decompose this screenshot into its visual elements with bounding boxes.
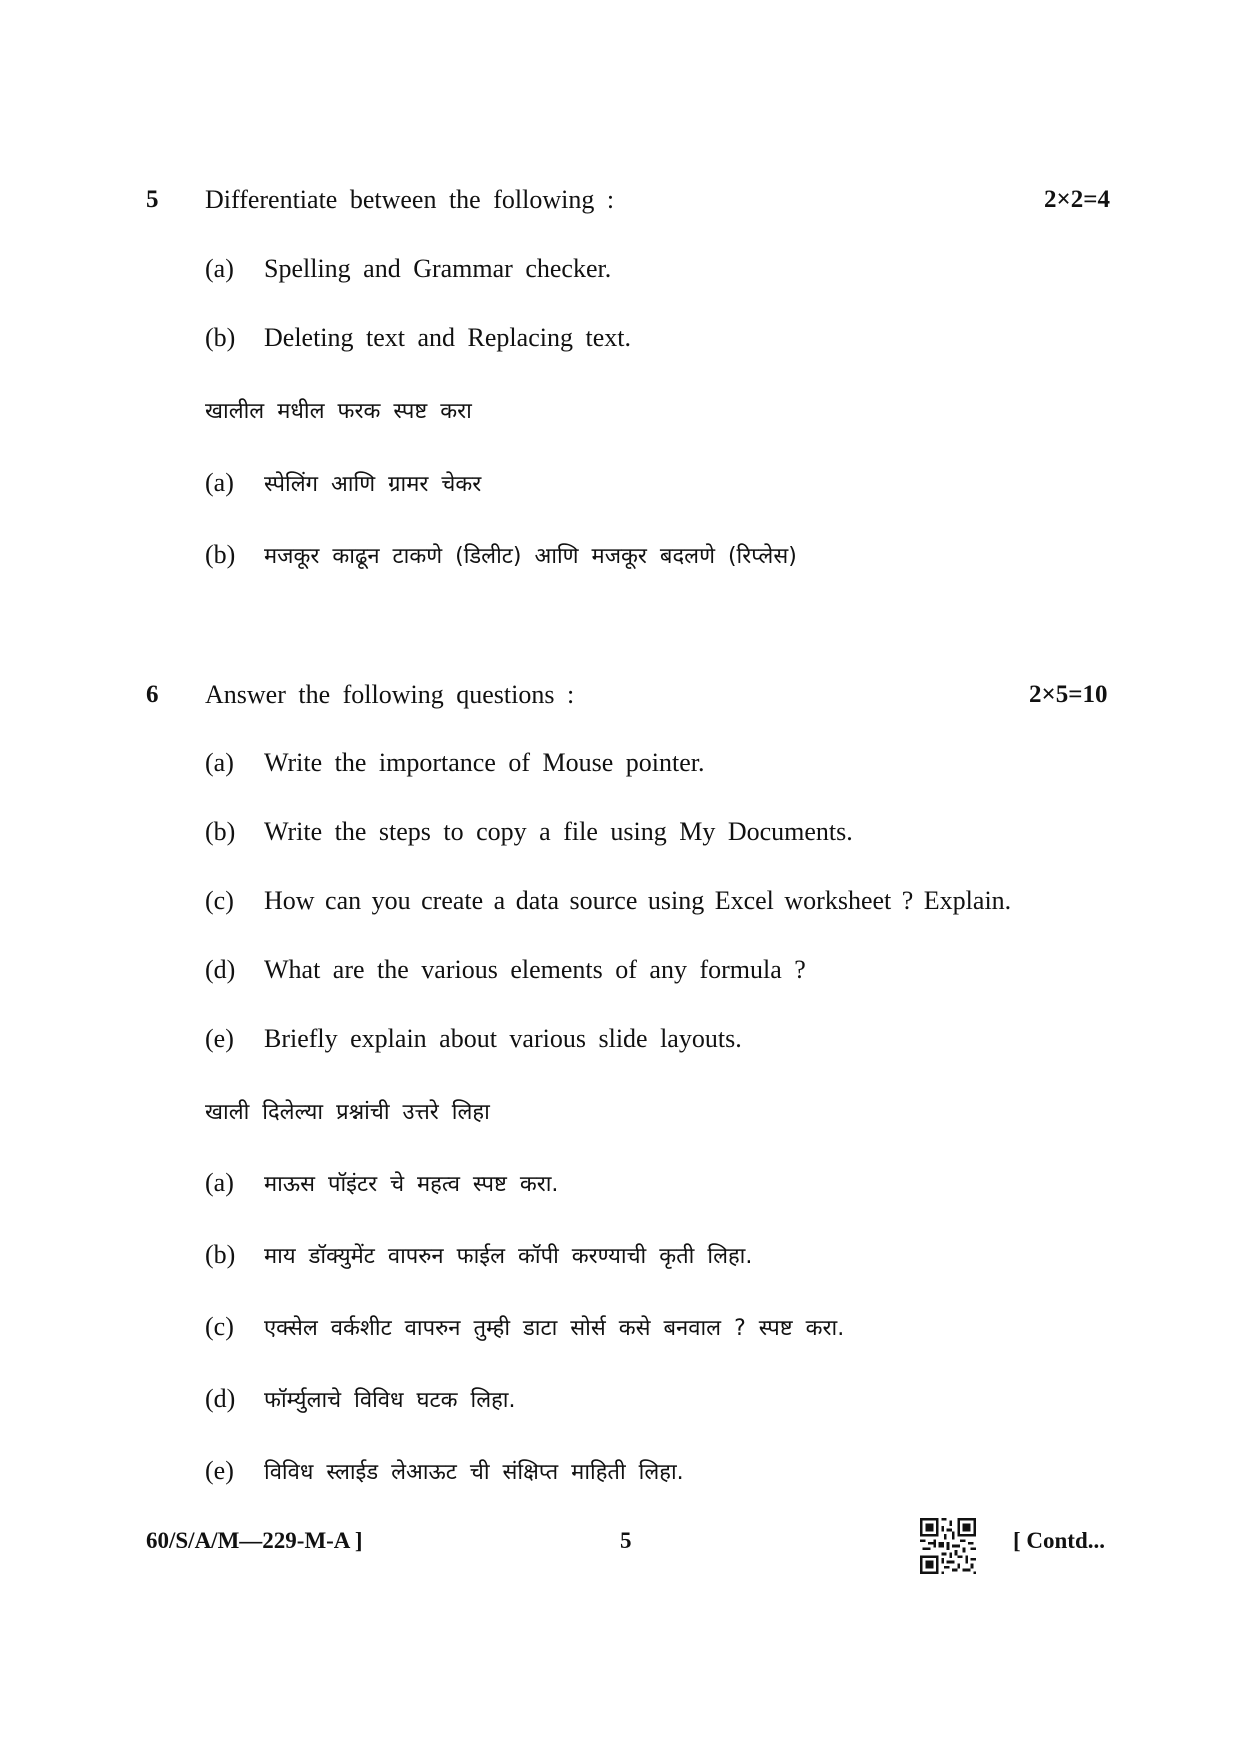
item-text: Briefly explain about various slide layouts.: [264, 1024, 742, 1053]
item-label: (b): [205, 1240, 236, 1269]
marathi-item-text: मजकूर काढून टाकणे (डिलीट) आणि मजकूर बदलणे (रिप्लेस): [264, 544, 797, 569]
item-label: (b): [205, 817, 236, 846]
item-text: How can you create a data source using Excel worksheet ? Explain.: [264, 886, 1012, 915]
item-text: Deleting text and Replacing text.: [264, 323, 631, 352]
item-text: Spelling and Grammar checker.: [264, 254, 612, 283]
marathi-prompt: खालील मधील फरक स्पष्ट करा: [205, 399, 472, 424]
question-number: 5: [146, 186, 159, 213]
item-label: (c): [205, 1312, 234, 1341]
item-text: Write the importance of Mouse pointer.: [264, 748, 705, 777]
marks-label: 2×2=4: [1044, 186, 1110, 213]
item-text: Write the steps to copy a file using My Documents.: [264, 817, 853, 846]
item-text: What are the various elements of any formula ?: [264, 955, 806, 984]
question-number: 6: [146, 681, 159, 708]
marathi-item-text: माय डॉक्युमेंट वापरुन फाईल कॉपी करण्याची कृती लिहा.: [264, 1244, 753, 1269]
marks-label: 2×5=10: [1029, 681, 1108, 708]
item-label: (b): [205, 323, 236, 352]
marathi-item-text: विविध स्लाईड लेआऊट ची संक्षिप्त माहिती लिहा.: [264, 1460, 684, 1485]
marathi-item-text: स्पेलिंग आणि ग्रामर चेकर: [264, 472, 482, 497]
paper-code: 60/S/A/M—229-M-A ]: [146, 1528, 363, 1553]
item-label: (a): [205, 748, 234, 777]
item-label: (c): [205, 886, 234, 915]
page-number: 5: [620, 1528, 632, 1553]
marathi-item-text: एक्सेल वर्कशीट वापरुन तुम्ही डाटा सोर्स कसे बनवाल ? स्पष्ट करा.: [264, 1316, 845, 1341]
qr-code-icon: [920, 1518, 976, 1574]
marathi-item-text: माऊस पॉइंटर चे महत्व स्पष्ट करा.: [264, 1172, 559, 1197]
item-label: (e): [205, 1456, 234, 1485]
item-label: (d): [205, 955, 236, 984]
item-label: (a): [205, 468, 234, 497]
question-prompt: Answer the following questions :: [205, 680, 575, 709]
marathi-prompt: खाली दिलेल्या प्रश्नांची उत्तरे लिहा: [205, 1100, 490, 1125]
continued-label: [ Contd...: [1013, 1528, 1106, 1553]
item-label: (b): [205, 540, 236, 569]
marathi-item-text: फॉर्म्युलाचे विविध घटक लिहा.: [264, 1388, 516, 1413]
item-label: (a): [205, 1168, 234, 1197]
item-label: (e): [205, 1024, 234, 1053]
item-label: (d): [205, 1384, 236, 1413]
item-label: (a): [205, 254, 234, 283]
question-prompt: Differentiate between the following :: [205, 185, 615, 214]
